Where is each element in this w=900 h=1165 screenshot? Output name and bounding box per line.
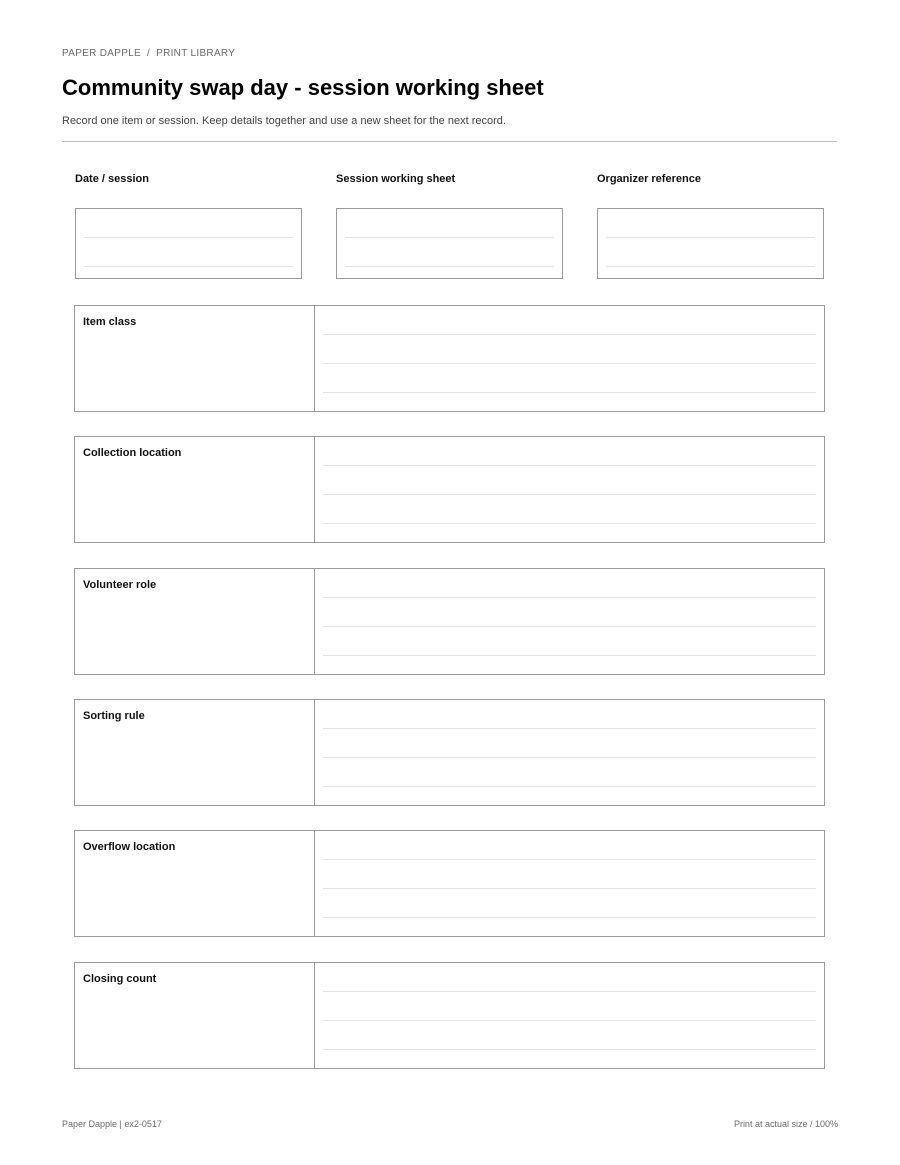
writing-line <box>323 888 816 889</box>
breadcrumb-brand: PAPER DAPPLE <box>62 48 142 59</box>
collection-location-label: Collection location <box>83 447 182 459</box>
writing-line <box>323 1020 816 1021</box>
item-class-row <box>74 305 825 412</box>
writing-line <box>345 266 554 267</box>
volunteer-role-label-cell <box>75 569 315 674</box>
closing-count-label: Closing count <box>83 973 157 985</box>
sorting-rule-row <box>74 699 825 806</box>
writing-line <box>323 1049 816 1050</box>
writing-line <box>323 465 816 466</box>
writing-line <box>84 237 293 238</box>
writing-line <box>323 991 816 992</box>
collection-location-row <box>74 436 825 543</box>
writing-line <box>323 917 816 918</box>
overflow-location-field[interactable] <box>315 831 824 936</box>
writing-line <box>323 363 816 364</box>
writing-line <box>323 786 816 787</box>
item-class-label-cell <box>75 306 315 411</box>
writing-line <box>606 237 815 238</box>
writing-line <box>84 266 293 267</box>
page-subtitle: Record one item or session. Keep details together and use a new sheet for the next record. <box>62 115 506 127</box>
breadcrumb-separator: / <box>147 48 151 59</box>
volunteer-role-label: Volunteer role <box>83 579 157 591</box>
item-class-field[interactable] <box>315 306 824 411</box>
collection-location-field[interactable] <box>315 437 824 542</box>
closing-count-row <box>74 962 825 1069</box>
writing-line <box>323 494 816 495</box>
organizer-reference-field[interactable] <box>597 208 824 279</box>
sorting-rule-label: Sorting rule <box>83 710 145 722</box>
writing-line <box>323 334 816 335</box>
session-working-sheet-label: Session working sheet <box>336 173 456 185</box>
closing-count-field[interactable] <box>315 963 824 1068</box>
overflow-location-label: Overflow location <box>83 841 176 853</box>
closing-count-label-cell <box>75 963 315 1068</box>
footer-document-id: Paper Dapple | ex2-0517 <box>62 1119 162 1129</box>
date-session-label: Date / session <box>75 173 149 185</box>
date-session-field[interactable] <box>75 208 302 279</box>
overflow-location-label-cell <box>75 831 315 936</box>
footer-print-note: Print at actual size / 100% <box>733 1119 838 1129</box>
item-class-label: Item class <box>83 316 137 328</box>
writing-line <box>323 392 816 393</box>
breadcrumb-section: PRINT LIBRARY <box>156 48 236 59</box>
volunteer-role-row <box>74 568 825 675</box>
overflow-location-row <box>74 830 825 937</box>
volunteer-role-field[interactable] <box>315 569 824 674</box>
header-divider <box>62 141 837 142</box>
writing-line <box>345 237 554 238</box>
writing-line <box>323 655 816 656</box>
writing-line <box>323 626 816 627</box>
writing-line <box>606 266 815 267</box>
sorting-rule-label-cell <box>75 700 315 805</box>
sorting-rule-field[interactable] <box>315 700 824 805</box>
writing-line <box>323 728 816 729</box>
writing-line <box>323 859 816 860</box>
writing-line <box>323 757 816 758</box>
breadcrumb <box>62 48 235 59</box>
organizer-reference-label: Organizer reference <box>597 173 701 185</box>
session-working-sheet-field[interactable] <box>336 208 563 279</box>
collection-location-label-cell <box>75 437 315 542</box>
writing-line <box>323 523 816 524</box>
writing-line <box>323 597 816 598</box>
page-title: Community swap day - session working sheet <box>62 75 544 100</box>
